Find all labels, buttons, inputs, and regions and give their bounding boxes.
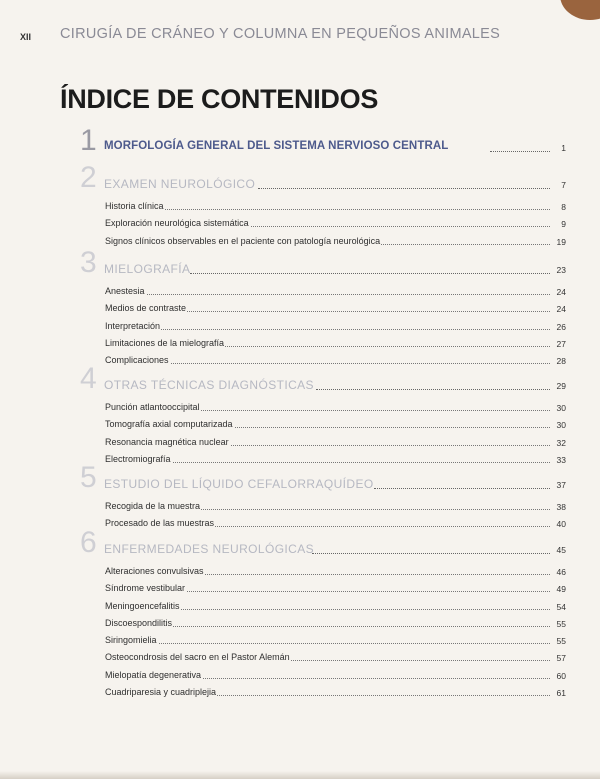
entry-page: 55	[556, 636, 566, 647]
entry-label: Cuadriparesia y cuadriplejia	[105, 687, 217, 698]
dot-leader	[316, 389, 550, 390]
chapter-page: 45	[556, 545, 566, 555]
toc-entry[interactable]	[0, 564, 600, 581]
entry-page: 30	[556, 420, 566, 431]
entry-label: Punción atlantooccipital	[105, 402, 200, 412]
page-title: ÍNDICE DE CONTENIDOS	[60, 84, 379, 114]
dot-leader	[490, 151, 550, 152]
chapter-title[interactable]: MORFOLOGÍA GENERAL DEL SISTEMA NERVIOSO CENTRAL	[104, 140, 449, 152]
toc-entry[interactable]	[0, 616, 600, 633]
toc-entry[interactable]	[0, 301, 600, 318]
entry-page: 46	[556, 567, 566, 577]
entry-label: Signos clínicos observables en el paciente con patología neurológica	[105, 235, 381, 246]
entry-label: Alteraciones convulsivas	[105, 566, 204, 576]
chapter-page: 29	[556, 381, 566, 391]
chapter-number: 6	[80, 526, 97, 559]
entry-label: Electromiografía	[105, 453, 171, 464]
entry-label: Exploración neurológica sistemática	[105, 218, 249, 229]
chapter-page: 7	[561, 180, 566, 190]
toc-entry[interactable]	[0, 435, 600, 452]
entry-page: 61	[556, 688, 566, 699]
toc-entry[interactable]	[0, 400, 600, 417]
dot-leader	[374, 488, 550, 489]
chapter-page: 1	[561, 143, 566, 153]
page-bottom-edge	[0, 771, 600, 779]
entry-label: Complicaciones	[105, 355, 169, 366]
entry-page: 24	[556, 304, 566, 315]
dot-leader	[312, 553, 550, 554]
toc-entry[interactable]	[0, 599, 600, 616]
dot-leader	[106, 643, 550, 644]
header-book-title: CIRUGÍA DE CRÁNEO Y COLUMNA EN PEQUEÑOS ANIMALES	[60, 26, 501, 42]
entry-page: 28	[556, 356, 566, 367]
entry-label: Recogida de la muestra	[105, 501, 201, 511]
entry-page: 32	[556, 437, 566, 448]
running-header	[20, 26, 560, 46]
entry-page: 38	[556, 502, 566, 512]
chapter-title[interactable]: EXAMEN NEUROLÓGICO	[104, 177, 256, 191]
entry-label: Síndrome vestibular	[105, 583, 186, 594]
chapter-4	[0, 362, 600, 469]
dot-leader	[190, 273, 550, 274]
dot-leader	[258, 188, 550, 189]
chapter-2	[0, 161, 600, 251]
entry-page: 30	[556, 403, 566, 413]
header-page-number: XII	[20, 32, 32, 42]
chapter-title[interactable]: MIELOGRAFÍA	[104, 262, 191, 276]
dot-leader	[106, 329, 550, 330]
toc-entry[interactable]	[0, 650, 600, 667]
entry-label: Limitaciones de la mielografía	[105, 337, 225, 348]
chapter-number: 5	[80, 461, 97, 494]
entry-label: Resonancia magnética nuclear	[105, 436, 229, 447]
toc-entry[interactable]	[0, 499, 600, 516]
entry-label: Osteocondrosis del sacro en el Pastor Alemán	[105, 652, 290, 663]
entry-page: 26	[556, 321, 566, 332]
chapter-title[interactable]: ENFERMEDADES NEUROLÓGICAS	[104, 542, 315, 556]
entry-label: Siringomielia	[105, 635, 157, 646]
entry-label: Historia clínica	[105, 201, 164, 211]
entry-label: Meningoencefalitis	[105, 600, 180, 611]
entry-page: 33	[556, 454, 566, 465]
toc-entry[interactable]	[0, 685, 600, 702]
toc-entry[interactable]	[0, 199, 600, 216]
entry-page: 9	[561, 219, 566, 230]
entry-label: Discoespondilitis	[105, 617, 173, 628]
entry-page: 54	[556, 601, 566, 612]
chapter-number: 1	[80, 124, 97, 157]
dot-leader	[106, 462, 550, 463]
chapter-number: 4	[80, 362, 97, 395]
entry-page: 55	[556, 618, 566, 629]
entry-label: Mielopatía degenerativa	[105, 669, 202, 680]
entry-page: 60	[556, 670, 566, 681]
toc-entry[interactable]	[0, 319, 600, 336]
entry-page: 40	[556, 519, 566, 530]
chapter-1	[0, 124, 600, 162]
entry-page: 49	[556, 584, 566, 595]
chapter-title[interactable]: ESTUDIO DEL LÍQUIDO CEFALORRAQUÍDEO	[104, 477, 374, 491]
chapter-number: 2	[80, 161, 97, 194]
entry-label: Tomografía axial computarizada	[105, 419, 233, 430]
chapter-page: 23	[556, 265, 566, 275]
entry-page: 57	[556, 653, 566, 664]
entry-label: Interpretación	[105, 320, 161, 331]
toc-entry[interactable]	[0, 633, 600, 650]
toc-entry[interactable]	[0, 581, 600, 598]
dot-leader	[106, 209, 550, 210]
chapter-title[interactable]: OTRAS TÉCNICAS DIAGNÓSTICAS	[104, 378, 314, 392]
entry-label: Anestesia	[105, 286, 145, 296]
chapter-number: 3	[80, 246, 97, 279]
toc-entry[interactable]	[0, 336, 600, 353]
dot-leader	[106, 363, 550, 364]
entry-page: 19	[556, 236, 566, 247]
page-corner-shadow	[560, 0, 600, 20]
chapter-6	[0, 526, 600, 702]
entry-label: Procesado de las muestras	[105, 518, 215, 529]
toc-entry[interactable]	[0, 668, 600, 685]
entry-page: 24	[556, 287, 566, 297]
chapter-page: 37	[556, 480, 566, 490]
entry-page: 8	[561, 202, 566, 212]
dot-leader	[106, 294, 550, 295]
entry-page: 27	[556, 338, 566, 349]
entry-label: Medios de contraste	[105, 303, 187, 314]
toc-entry[interactable]	[0, 417, 600, 434]
chapter-3	[0, 246, 600, 370]
toc-entry[interactable]	[0, 284, 600, 301]
toc-entry[interactable]	[0, 216, 600, 233]
